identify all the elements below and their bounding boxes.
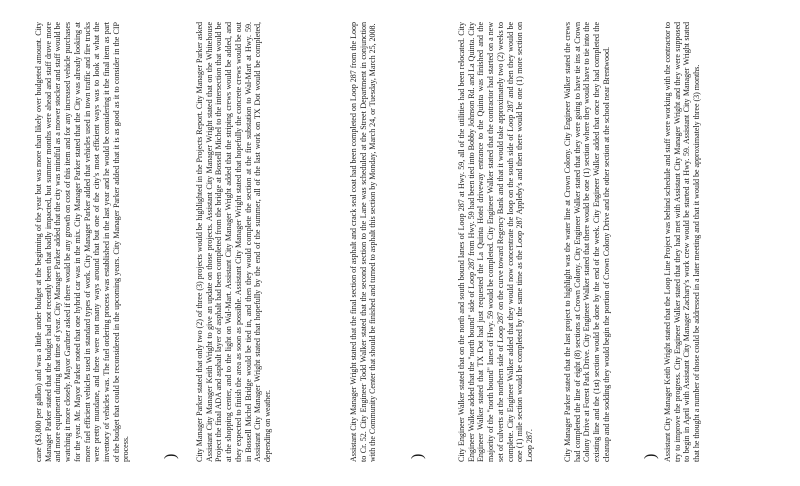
paragraph-loop-line-project: Assistant City Manager Keith Wright stated that the Loop Line Project was behind schedule and staff were working with the contractor to try to improve the progress. City Engineer Walker stated that they had met with Assistant City Manager Wright and they were supposed to begin in April with Assistant City Manager Zachary's work crew would be started at Hwy. 59. Assistant City Manager Wright stated that he thought a number of those could be addressed in a later meeting and that it would be approximately three (3) months. xyxy=(663,22,702,462)
margin-mark: ) xyxy=(642,453,659,459)
paragraph-fuel-budget: cane ($3,800 per gallon) and was a little under budget at the beginning of the year but was more than likely over budgeted amount. City Manager Parker stated that the budget had not recently been that badly impacted, but summer months were ahead and staff drove more and more equipment during that time of year. City Manager Parker added that the city was mindful as a mower stocker and staff would be watching it more closely. Mayor Gardner asked if there would be any growth on cost of this item and for any increased vehicle purchases for the year. Mr. Mayor Parker noted that one hybrid car was in the mix. City Manager Parker stated that the City was already looking at more fuel efficient vehicles used in standard types of work. City Manager Parker added that vehicles used in town traffic and fire trucks were pretty mundane, and there were not many ways around that but one of the city's most efficient ways was to look at what the inventory of vehicles was. The fuel ordering process was established in the last year and he would be considering it the final item as part of the budget that could be reconsidered in the upcoming years. City Manager Parker added that it is as good as it to consider in the CIP process. xyxy=(34,22,131,462)
margin-mark: ) xyxy=(409,453,426,459)
paragraph-crown-colony: City Manager Parker stated that the last project to highlight was the water line at Crown Colony. City Engineer Walker stated the crews had completed the line of eight (8) sections at Crown Colony. City Engineer Walker stated that they were going to have tie ins at Crown Colony Drive at Forest Park Drive. City Engineer Walker stated that there would be one (1) section where they would have to tie into the existing line and the (1st) section would be done by the end of the week. City Engineer Walker added that once they had completed the cleanup and the sodding they would begin the portion of Crown Colony Drive and the other section at the school near Brentwood. xyxy=(563,22,611,462)
paragraph-loop-287: City Engineer Walker stated that on the north and south bound lanes of Loop 287 at Hwy. 59, all of the utilities had been relocated. City Engineer Walker added that the "north bound" side of Loop 287 from Hwy. 59 had been tied into Bobby Johnson Rd. and La Quinta. City Engineer Walker stated that TX Dot had just requested the La Quinta Hotel driveway entrance to the Quinta was finished and the majority of the "north bound" lanes of Hwy. 59 would be completed. City Engineer Walker stated that the contractor had started on a new set of culverts at the northern side of Loop 287 on the curve toward Regency Bank and that it would take approximately two (2) weeks to complete. City Engineer Walker added that they would now concentrate the loop on the south side of Loop 287 and then they would be one (1) mile section would be completed by the same time as the Loop 287 Appleby's and then there would be one (1) more section on Loop 287. xyxy=(457,22,534,462)
margin-mark: ) xyxy=(162,453,179,459)
paragraph-projects-report: City Manager Parker stated that only two (2) of three (3) projects would be highlighted in the Projects Report. City Manager Parker asked Assistant City Manager Keith Wright to give an update on those projects. Assistant City Manager Wright stated that on the Whitehouse Project the final ADA and asphalt layer of asphalt had been completed from the bridge at Bossell Michel to the intersection that would be at the shopping center, and to the light on Wal-Mart. Assistant City Manager Wright added that the striping crews would be added, and they expected to finish the area as soon as possible. Assistant City Manager Wright stated that hopefully the concrete crews would be out in Bossell Michel Bridge would be tied in, and then they would complete the section at the fire substation to Wal-Mart at Hwy. 59. Assistant City Manager Wright stated that hopefully by the end of the summer, all of the last work on TX Dot would be completed, depending on weather. xyxy=(195,22,272,462)
paragraph-asphalt-update: Assistant City Manager Wright stated that the final section of asphalt and crack seal coat had been completed on Loop 287 from the Loop to Cr. 52. City Engineer Todd Walker stated that the second section to the Lane was scheduled at the Street Department in conjunction with the Community Center that should be finished and turned to asphalt this section by Monday, March 24, or Tuesday, March 25, 2008. xyxy=(349,22,378,462)
